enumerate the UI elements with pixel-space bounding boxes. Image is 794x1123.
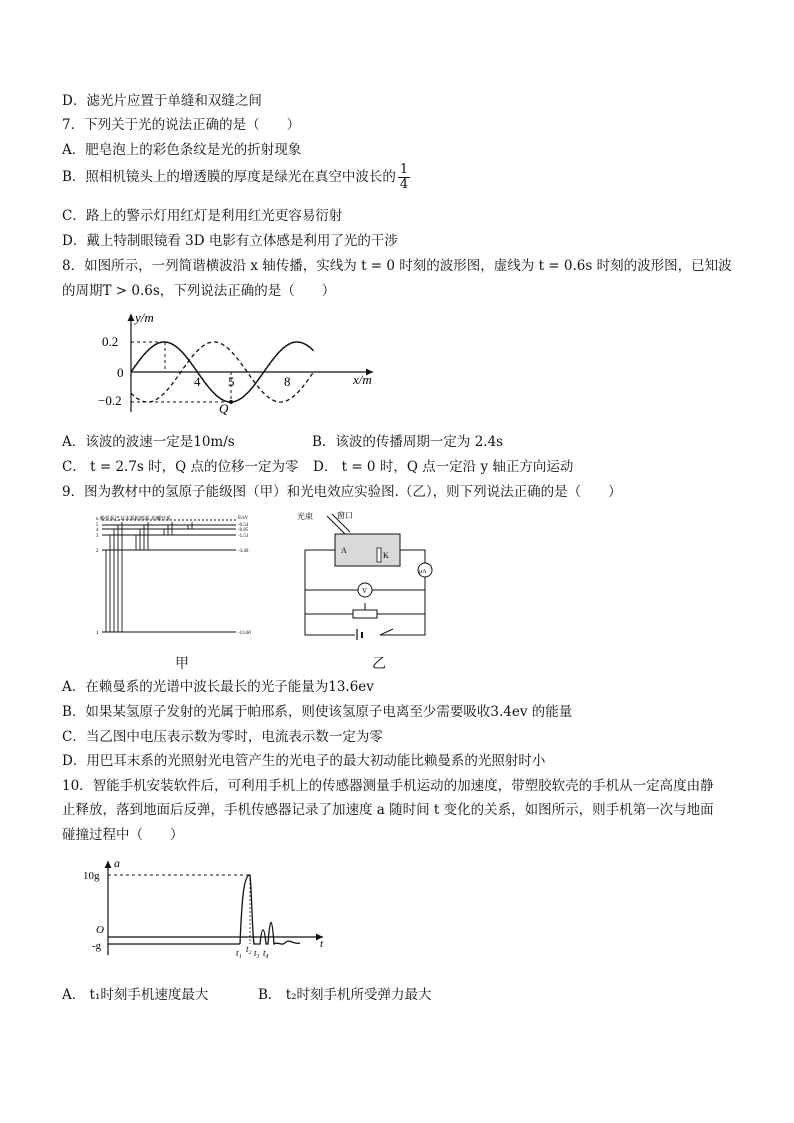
q8-stem-line2: 的周期T > 0.6s，下列说法正确的是（ ）	[62, 283, 336, 299]
light-beam-label: 光束	[297, 512, 313, 521]
x-tick-4: 4	[194, 374, 201, 389]
q7-stem: 7．下列关于光的说法正确的是（ ）	[62, 117, 301, 133]
a-axis-label: a	[114, 856, 120, 870]
balmer-series	[136, 522, 148, 550]
level-3-n: 3	[96, 534, 99, 539]
rheostat	[353, 610, 377, 618]
y-tick-neg: −0.2	[98, 393, 122, 408]
level-1-n: 1	[96, 631, 99, 636]
energy-header: n 赖曼系巴耳末系帕邢系 布喇开系	[96, 517, 172, 522]
q-label: Q	[219, 401, 229, 416]
fraction-numerator: 1	[399, 162, 409, 177]
t-axis-label: t	[320, 938, 324, 950]
q10-stem-line1: 10．智能手机安装软件后，可利用手机上的传感器测量手机运动的加速度，带塑胶软壳的手机从一定高度由静	[62, 778, 714, 794]
level-2-n: 2	[96, 549, 99, 554]
acceleration-curve	[240, 875, 300, 944]
q9-option-c: C．当乙图中电压表示数为零时，电流表示数一定为零	[62, 729, 383, 745]
q8-stem-line1: 8．如图所示，一列简谐横波沿 x 轴传播，实线为 t = 0 时刻的波形图，虚线为 t = 0.6s 时刻的波形图，已知波	[62, 258, 732, 274]
q8-option-d: D． t = 0 时，Q 点一定沿 y 轴正方向运动	[313, 459, 574, 475]
cathode-label: K	[383, 551, 389, 560]
q9-option-b: B．如果某氢原子发射的光属于帕邢系，则使该氢原子电离至少需要吸收3.4ev 的能量	[62, 704, 573, 720]
lyman-series	[106, 522, 122, 632]
level-4-n: 4	[96, 528, 99, 533]
level-4-energy: -0.85	[238, 528, 249, 533]
q7-option-b-text: B．照相机镜头上的增透膜的厚度是绿光在真空中波长的	[62, 169, 396, 185]
caption-yi: 乙	[372, 656, 386, 672]
cathode-plate	[377, 548, 381, 562]
q10-option-b: B． t₂时刻手机所受弹力最大	[258, 987, 432, 1003]
q7-option-d: D．戴上特制眼镜看 3D 电影有立体感是利用了光的干涉	[62, 233, 398, 249]
y-tick-pos: 0.2	[102, 334, 119, 349]
window-label: 窗口	[337, 511, 353, 520]
anode-label: A	[341, 546, 347, 555]
y-axis-label: y/m	[135, 310, 154, 325]
level-2-energy: -3.40	[238, 549, 249, 554]
t3-label: t₃	[254, 948, 260, 958]
acceleration-graph	[78, 855, 338, 960]
t4-label: t₄	[263, 948, 269, 958]
caption-jia: 甲	[175, 656, 189, 672]
point-q	[229, 400, 233, 404]
q6-option-d: D．滤光片应置于单缝和双缝之间	[62, 93, 262, 109]
q8-option-b: B．该波的传播周期一定为 2.4s	[312, 434, 504, 450]
energy-unit: E/eV	[238, 516, 249, 521]
photoelectric-circuit	[295, 510, 440, 640]
q9-stem: 9．图为教材中的氢原子能级图（甲）和光电效应实验图.（乙），则下列说法正确的是（ ）	[62, 484, 622, 500]
neg-g-label: -g	[92, 940, 102, 952]
peak-label: 10g	[83, 870, 100, 882]
q10-stem-line2: 止释放，落到地面后反弹，手机传感器记录了加速度 a 随时间 t 变化的关系，如图所示，则手机第一次与地面	[62, 802, 714, 818]
q7-option-b	[62, 163, 410, 192]
q8-option-a: A．该波的波速一定是10m/s	[62, 434, 235, 450]
x-tick-5: 5	[228, 374, 235, 389]
t1-label: t₁	[236, 948, 242, 958]
fraction	[398, 163, 410, 192]
level-1-energy: -13.60	[238, 631, 251, 636]
q8-option-c: C． t = 2.7s 时，Q 点的位移一定为零	[62, 459, 299, 475]
wave-graph	[95, 308, 395, 418]
q9-option-d: D．用巴耳末系的光照射光电管产生的光电子的最大初动能比赖曼系的光照射时小	[62, 753, 546, 769]
q9-option-a: A．在赖曼系的光谱中波长最长的光子能量为13.6ev	[62, 679, 374, 695]
level-5-n: 5	[96, 523, 99, 528]
q10-option-a: A． t₁时刻手机速度最大	[62, 987, 209, 1003]
level-3-energy: -1.51	[238, 534, 249, 539]
q10-stem-line3: 碰撞过程中（ ）	[62, 827, 184, 843]
x-axis-label: x/m	[353, 372, 372, 387]
energy-level-diagram	[88, 510, 263, 640]
t2-label: t₂	[246, 944, 252, 954]
q7-option-c: C．路上的警示灯用红灯是利用红光更容易衍射	[62, 208, 343, 224]
voltmeter-label: V	[362, 587, 368, 595]
switch	[380, 629, 393, 635]
x-tick-8: 8	[284, 374, 291, 389]
fraction-denominator: 4	[399, 177, 409, 192]
level-5-energy: -0.54	[238, 523, 249, 528]
q7-option-a: A．肥皂泡上的彩色条纹是光的折射现象	[62, 142, 302, 158]
origin-label: 0	[117, 365, 124, 380]
microammeter-label: μA	[419, 569, 427, 575]
origin-label: O	[96, 924, 104, 936]
